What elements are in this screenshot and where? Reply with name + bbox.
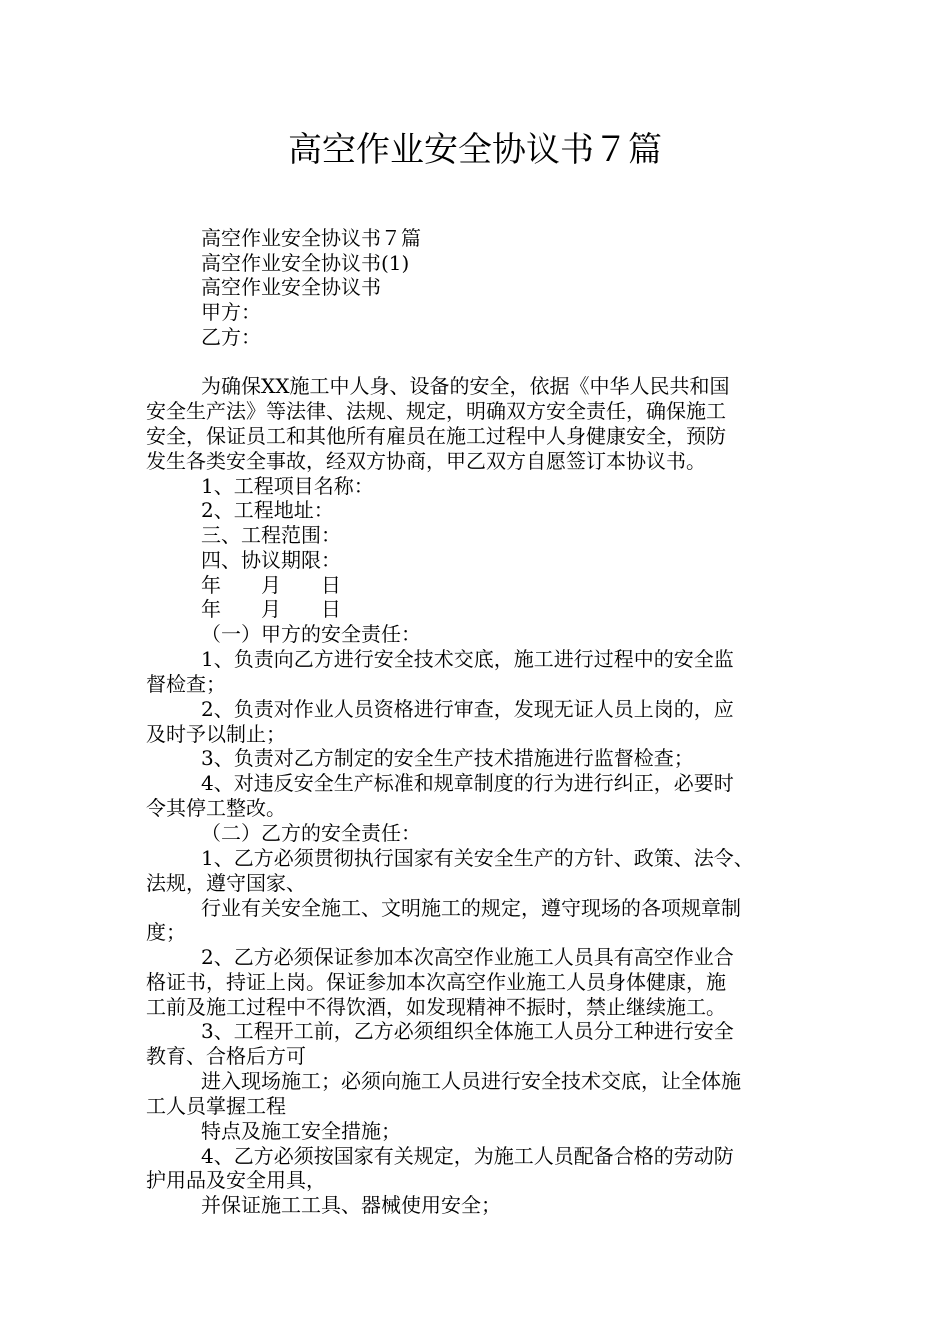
text-line: 工前及施工过程中不得饮酒，如发现精神不振时，禁止继续施工。: [146, 995, 726, 1019]
text-line: 三、工程范围：: [201, 523, 341, 547]
text-line: 2、负责对作业人员资格进行审查，发现无证人员上岗的，应: [201, 697, 734, 721]
text-line: 1、乙方必须贯彻执行国家有关安全生产的方针、政策、法令、: [201, 846, 754, 870]
text-line: （一）甲方的安全责任：: [201, 622, 421, 646]
text-line: 2、工程地址：: [201, 498, 334, 522]
text-line: 年 月 日: [201, 597, 341, 621]
text-line: 督检查；: [146, 672, 226, 696]
text-line: 3、负责对乙方制定的安全生产技术措施进行监督检查；: [201, 746, 694, 770]
text-line: 工人员掌握工程: [146, 1094, 286, 1118]
text-line: 安全，保证员工和其他所有雇员在施工过程中人身健康安全，预防: [146, 424, 726, 448]
text-line: 及时予以制止；: [146, 722, 286, 746]
text-line: 格证书，持证上岗。保证参加本次高空作业施工人员身体健康，施: [146, 970, 726, 994]
text-line: 行业有关安全施工、文明施工的规定，遵守现场的各项规章制: [201, 896, 741, 920]
text-line: 为确保XX施工中人身、设备的安全，依据《中华人民共和国: [201, 374, 730, 398]
text-line: 乙方：: [201, 325, 261, 349]
text-line: 并保证施工工具、器械使用安全；: [201, 1193, 501, 1217]
text-line: （二）乙方的安全责任：: [201, 821, 421, 845]
text-line: 法规，遵守国家、: [146, 871, 306, 895]
text-line: 安全生产法》等法律、法规、规定，明确双方安全责任，确保施工: [146, 399, 726, 423]
text-line: 4、对违反安全生产标准和规章制度的行为进行纠正，必要时: [201, 771, 734, 795]
text-line: 1、负责向乙方进行安全技术交底，施工进行过程中的安全监: [201, 647, 734, 671]
text-line: 高空作业安全协议书７篇: [201, 226, 421, 250]
text-line: 4、乙方必须按国家有关规定，为施工人员配备合格的劳动防: [201, 1144, 734, 1168]
text-line: 2、乙方必须保证参加本次高空作业施工人员具有高空作业合: [201, 945, 734, 969]
text-line: 高空作业安全协议书: [201, 275, 381, 299]
text-line: 特点及施工安全措施；: [201, 1119, 401, 1143]
text-line: 甲方：: [201, 300, 261, 324]
text-line: 发生各类安全事故，经双方协商，甲乙双方自愿签订本协议书。: [146, 449, 706, 473]
text-line: 年 月 日: [201, 573, 341, 597]
text-line: 3、工程开工前，乙方必须组织全体施工人员分工种进行安全: [201, 1019, 734, 1043]
text-line: 1、工程项目名称：: [201, 474, 374, 498]
text-line: 令其停工整改。: [146, 796, 286, 820]
text-line: 四、协议期限：: [201, 548, 341, 572]
text-line: 进入现场施工；必须向施工人员进行安全技术交底，让全体施: [201, 1069, 741, 1093]
text-line: 度；: [146, 920, 186, 944]
text-line: 护用品及安全用具，: [146, 1168, 326, 1192]
document-title: 高空作业安全协议书７篇: [288, 130, 662, 170]
text-line: 高空作业安全协议书(1): [201, 251, 410, 275]
text-line: 教育、合格后方可: [146, 1044, 306, 1068]
